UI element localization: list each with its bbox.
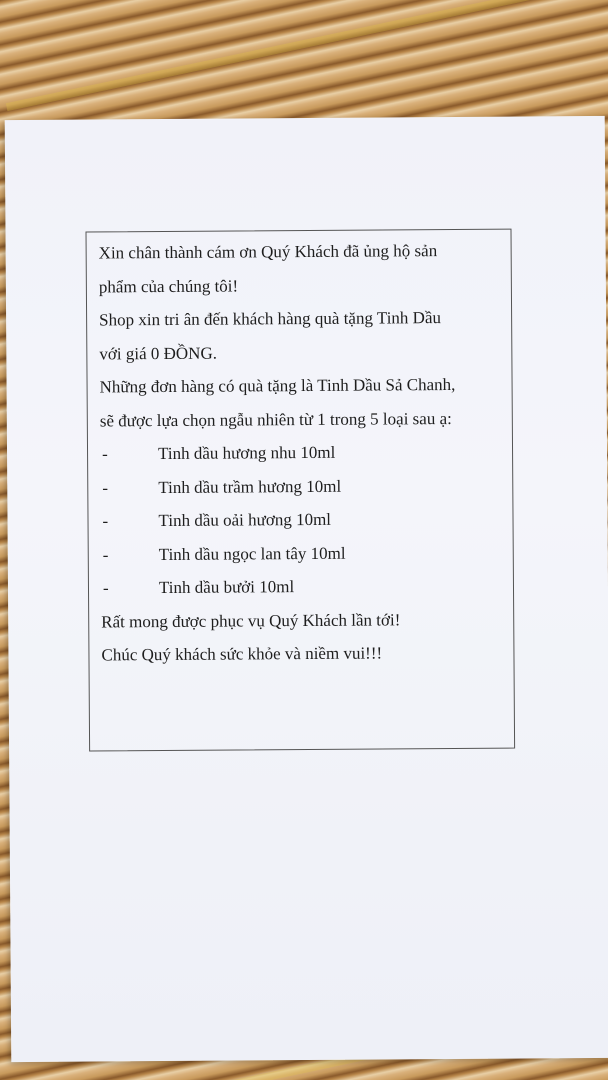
closing-line: Rất mong được phục vụ Quý Khách lần tới! (101, 609, 401, 631)
notice-line: với giá 0 ĐỒNG. (99, 343, 218, 363)
list-item-text: Tinh dầu ngọc lan tây 10ml (158, 543, 346, 564)
list-item-text: Tinh dầu oải hương 10ml (158, 509, 332, 531)
list-item-text: Tinh dầu trầm hương 10ml (158, 476, 342, 497)
list-item (100, 435, 512, 471)
bullet-dash: - (102, 578, 109, 598)
list-item (100, 502, 512, 538)
bullet-dash: - (101, 444, 108, 464)
notice-box (85, 229, 515, 752)
notice-line: phẩm của chúng tôi! (98, 275, 239, 296)
notice-line: Shop xin tri ân đến khách hàng quà tặng Tinh Dầu (99, 308, 442, 330)
list-item (100, 468, 512, 504)
paper-sheet (5, 116, 608, 1062)
bullet-dash: - (102, 544, 109, 564)
list-item-text: Tinh dầu bưởi 10ml (158, 577, 295, 598)
bullet-dash: - (102, 511, 109, 531)
bullet-dash: - (102, 477, 109, 497)
list-item (101, 569, 513, 605)
notice-line: Những đơn hàng có quà tặng là Tinh Dầu Sả Chanh, (99, 374, 456, 397)
list-item (101, 535, 513, 571)
notice-line: Xin chân thành cám ơn Quý Khách đã ủng hộ sản (98, 241, 438, 263)
bamboo-mat-stripe (6, 0, 602, 111)
closing-line: Chúc Quý khách sức khỏe và niềm vui!!! (101, 643, 383, 665)
notice-line: sẽ được lựa chọn ngẫu nhiên từ 1 trong 5 loại sau ạ: (99, 408, 452, 430)
list-item-text: Tinh dầu hương nhu 10ml (157, 442, 336, 464)
